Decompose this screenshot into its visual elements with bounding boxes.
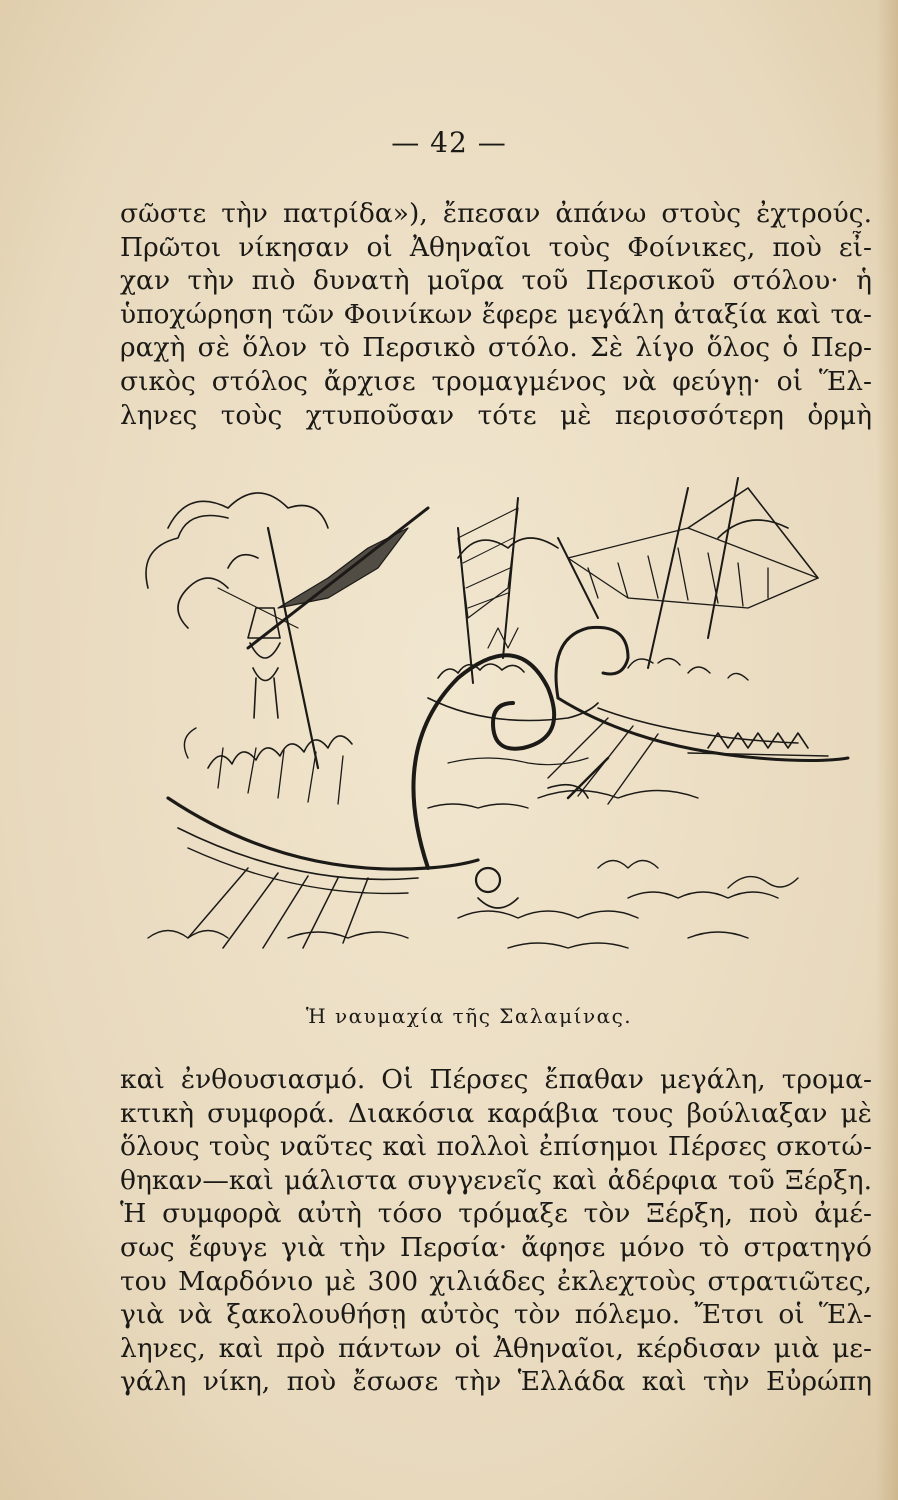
text-line: σως ἔφυγε γιὰ τὴν Περσία· ἄφησε μόνο τὸ στρατηγό xyxy=(120,1231,872,1263)
text-line: ληνες, καὶ πρὸ πάντων οἱ Ἀθηναῖοι, κέρδισαν μιὰ με- xyxy=(120,1332,872,1364)
text-line: Ἡ συμφορὰ αὐτὴ τόσο τρόμαξε τὸν Ξέρξη, ποὺ ἀμέ- xyxy=(120,1198,872,1230)
text-line: ὅλους τοὺς ναῦτες καὶ πολλοὶ ἐπίσημοι Πέρσες σκοτώ- xyxy=(120,1131,872,1163)
sea-waves xyxy=(148,791,798,949)
text-line: ὑποχώρηση τῶν Φοινίκων ἔφερε μεγάλη ἀταξία καὶ τα- xyxy=(120,298,872,330)
text-line: χαν τὴν πιὸ δυνατὴ μοῖρα τοῦ Περσικοῦ στόλου· ἡ xyxy=(120,265,872,297)
text-line: ραχὴ σὲ ὅλον τὸ Περσικὸ στόλο. Σὲ λίγο ὅλος ὁ Περ- xyxy=(120,332,872,364)
naval-battle-illustration xyxy=(128,468,868,988)
text-line: σικὸς στόλος ἄρχισε τρομαγμένος νὰ φεύγῃ· οἱ Ἕλ- xyxy=(120,365,872,397)
center-ship-masts xyxy=(458,478,738,683)
page-edge-shadow xyxy=(876,0,898,1500)
figure-caption: Ἡ ναυμαχία τῆς Σαλαμίνας. xyxy=(305,1004,633,1028)
text-line: ληνες τοὺς χτυποῦσαν τότε μὲ περισσότερη ὁρμὴ xyxy=(120,399,872,431)
ships-drawing xyxy=(128,468,868,988)
bottom-paragraph xyxy=(120,1063,872,1399)
text-line: Πρῶτοι νίκησαν οἱ Ἀθηναῖοι τοὺς Φοίνικες, ποὺ εἶ- xyxy=(120,231,872,263)
warrior-figure xyxy=(248,608,280,718)
top-paragraph xyxy=(120,197,872,432)
text-line: σῶστε τὴν πατρίδα»), ἔπεσαν ἀπάνω στοὺς ἐχτρούς. xyxy=(120,198,872,229)
center-boat xyxy=(428,628,598,765)
right-ship-hull xyxy=(548,627,848,804)
right-ship-sail xyxy=(568,488,818,608)
text-line: θηκαν—καὶ μάλιστα συγγενεῖς καὶ ἀδέρφια τοῦ Ξέρξη. xyxy=(120,1164,872,1196)
text-line: του Μαρδόνιο μὲ 300 χιλιάδες ἐκλεχτοὺς στρατιῶτες, xyxy=(120,1265,872,1297)
text-line: κτικὴ συμφορά. Διακόσια καράβια τους βούλιαξαν μὲ xyxy=(120,1097,872,1129)
text-line: γιὰ νὰ ξακολουθήσῃ αὐτὸς τὸν πόλεμο. Ἔτσι οἱ Ἕλ- xyxy=(120,1299,872,1331)
text-line: καὶ ἐνθουσιασμό. Οἱ Πέρσες ἔπαθαν μεγάλη, τρομα- xyxy=(120,1064,872,1095)
page-number: — 42 — xyxy=(391,126,507,159)
text-line: γάλη νίκη, ποὺ ἔσωσε τὴν Ἑλλάδα καὶ τὴν Εὐρώπη xyxy=(120,1366,872,1398)
left-ship-hull xyxy=(168,655,554,948)
